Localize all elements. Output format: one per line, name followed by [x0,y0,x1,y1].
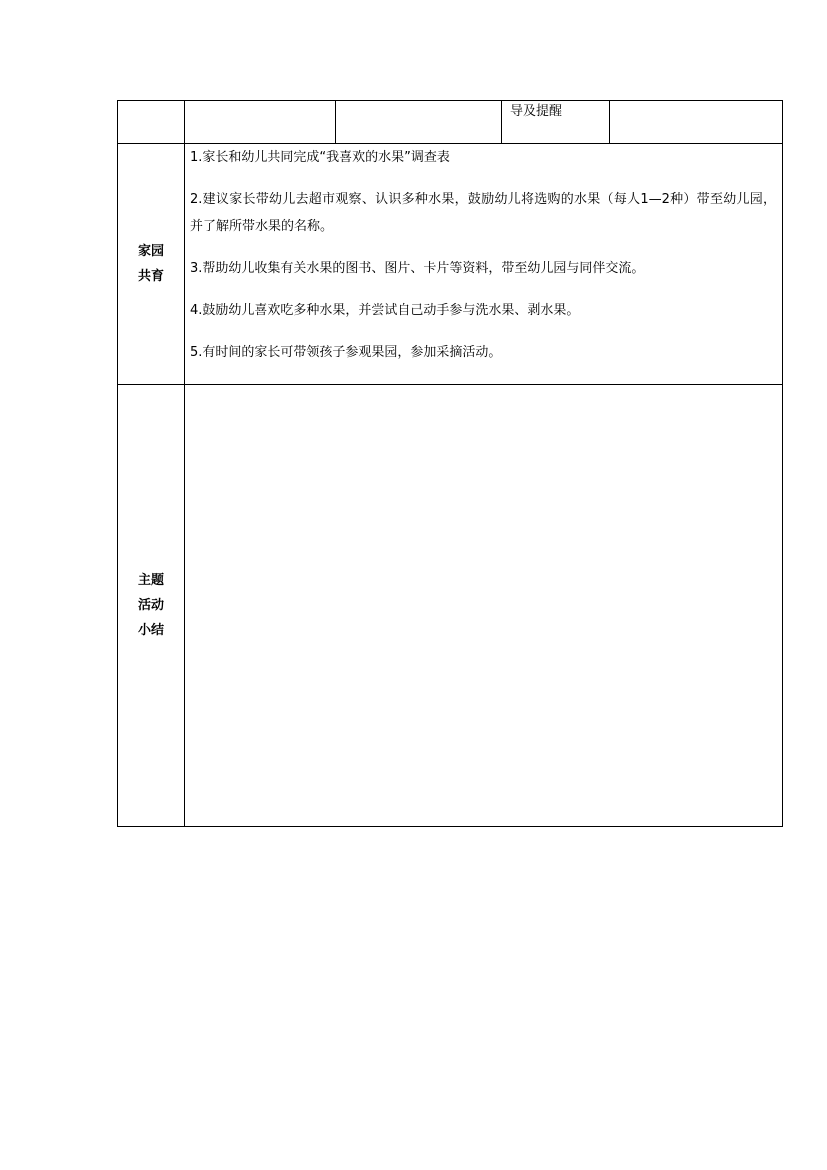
plan-table [117,100,783,827]
cell-top-guide [502,101,610,144]
home-label-line2: 共育 [137,269,164,284]
table-row-home-cooperation [118,144,783,385]
guide-reminder-text: 导及提醒 [510,104,563,119]
cell-top-col2 [185,101,336,144]
summary-label-line2: 活动 [137,598,164,613]
cell-top-col5 [610,101,783,144]
table-row-top [118,101,783,144]
summary-label-line1: 主题 [137,573,164,588]
summary-label [118,385,185,827]
home-label-line1: 家园 [137,244,164,259]
cell-top-col3 [336,101,502,144]
home-item-4: 4.鼓励幼儿喜欢吃多种水果，并尝试自己动手参与洗水果、剥水果。 [190,303,580,318]
home-item-3: 3.帮助幼儿收集有关水果的图书、图片、卡片等资料，带至幼儿园与同伴交流。 [190,261,645,276]
cell-top-label [118,101,185,144]
table-row-summary [118,385,783,827]
home-cooperation-label [118,144,185,385]
summary-label-line3: 小结 [137,623,164,638]
home-item-2: 2.建议家长带幼儿去超市观察、认识多种水果，鼓励幼儿将选购的水果（每人1—2种）带至幼儿园，并了解所带水果的名称。 [190,192,776,234]
summary-content [185,385,783,827]
home-item-1: 1.家长和幼儿共同完成“我喜欢的水果”调查表 [190,150,450,165]
home-cooperation-content [185,144,783,385]
home-item-5: 5.有时间的家长可带领孩子参观果园，参加采摘活动。 [190,345,502,360]
